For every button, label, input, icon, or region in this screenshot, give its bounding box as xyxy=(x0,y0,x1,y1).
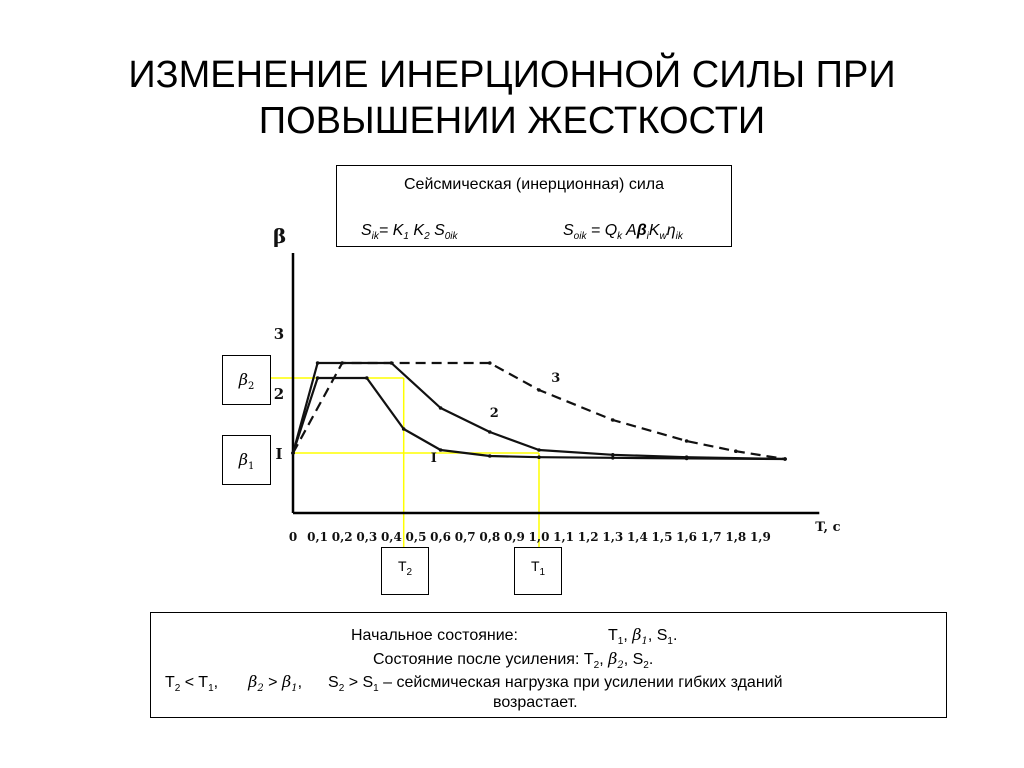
t2-marker-box xyxy=(381,547,429,595)
f-s: S xyxy=(361,222,372,239)
beta2-marker-box xyxy=(222,355,271,405)
f-so: S xyxy=(563,222,574,239)
note-l1-end: . xyxy=(672,627,678,644)
x-tick-label: 1,1 xyxy=(553,530,575,544)
f-k1-sub: 1 xyxy=(403,231,409,243)
note-line-3 xyxy=(165,672,783,694)
f-s0: S xyxy=(429,222,445,239)
beta2-sym: β xyxy=(238,370,248,389)
curve-3-point xyxy=(783,457,787,461)
t2-sub: 2 xyxy=(406,566,413,578)
curve-2-point xyxy=(537,448,541,452)
formula-caption: Сейсмическая (инерционная) сила xyxy=(404,176,664,193)
note-l2-beta-sub: 2 xyxy=(617,660,624,672)
note-l3-b2-sub: 2 xyxy=(257,683,264,695)
beta1-sym: β xyxy=(238,450,248,469)
note-l1-beta: β xyxy=(632,625,642,644)
f-s-sub: ik xyxy=(371,231,379,243)
f-a: A xyxy=(622,222,637,239)
note-l3-s2: S xyxy=(328,674,339,691)
x-tick-label: 1,3 xyxy=(602,530,624,544)
x-tick-label: 1,7 xyxy=(700,530,722,544)
note-l3-lt: < T xyxy=(180,674,209,691)
f-q-sub: k xyxy=(617,231,623,243)
curve-1-point xyxy=(488,454,492,458)
x-tick-label: 0,9 xyxy=(503,530,525,544)
title-line-2: ПОВЫШЕНИИ ЖЕСТКОСТИ xyxy=(258,100,766,142)
note-l3-text: – сейсмическая нагрузка при усилении гибких зданий xyxy=(378,674,783,691)
note-l3-b1-sub: 1 xyxy=(291,683,298,695)
y-tick-label: I xyxy=(275,445,283,463)
note-l1-s-sub: 1 xyxy=(667,636,673,648)
note-l3-s2-sub: 2 xyxy=(338,683,345,695)
curve-3-point xyxy=(291,451,295,455)
f-q: = Q xyxy=(586,222,618,239)
t1-sym: T xyxy=(530,558,540,574)
curve-3-point xyxy=(685,439,689,443)
note-l1-sep2: , S xyxy=(647,627,668,644)
f-eta-sub: ik xyxy=(675,231,683,243)
note-l1-t-sub: 1 xyxy=(617,636,624,648)
note-l1-t: T xyxy=(608,627,618,644)
curve-1-point xyxy=(537,455,541,459)
note-line-1 xyxy=(351,625,677,647)
curve-1-point xyxy=(402,427,406,431)
x-tick-label: 1,0 xyxy=(528,530,550,544)
curve-2-point xyxy=(439,406,443,410)
curve-1-point xyxy=(439,448,443,452)
curve-label-1: I xyxy=(430,451,437,466)
t1-marker-box xyxy=(514,547,562,595)
note-l2-label: Состояние после усиления: T xyxy=(373,651,594,668)
note-l2-t-sub: 2 xyxy=(593,660,600,672)
curve-2-point xyxy=(488,430,492,434)
x-tick-label: 1,5 xyxy=(651,530,673,544)
t1-sub: 1 xyxy=(539,566,546,578)
x-tick-label: 1,4 xyxy=(626,530,648,544)
note-l1-beta-sub: 1 xyxy=(641,636,648,648)
note-l3-b2: β xyxy=(248,672,258,691)
note-l2-beta: β xyxy=(608,649,618,668)
note-l3-s1-sub: 1 xyxy=(373,683,379,695)
note-l2-sep1: , xyxy=(599,651,609,668)
x-tick-label: 1,9 xyxy=(749,530,771,544)
curve-3-point xyxy=(340,361,344,365)
x-tick-label: 0,4 xyxy=(380,530,402,544)
note-l3-comma1: , xyxy=(213,674,219,691)
beta1-sub: 1 xyxy=(247,461,255,473)
x-tick-label: 0,3 xyxy=(356,530,378,544)
x-axis-label: T, c xyxy=(815,520,841,535)
title-line-1: ИЗМЕНЕНИЕ ИНЕРЦИОННОЙ СИЛЫ ПРИ xyxy=(128,54,896,96)
f-s0-sub: 0ik xyxy=(444,231,458,243)
note-l3-t2: T xyxy=(165,674,175,691)
f-eta: η xyxy=(666,222,676,239)
f-kw: K xyxy=(648,222,660,239)
note-l1-label: Начальное состояние: xyxy=(351,627,518,644)
x-tick-label: 1,6 xyxy=(676,530,698,544)
curve-1-point xyxy=(316,376,320,380)
y-tick-label: 2 xyxy=(273,385,285,403)
note-l3-b1: β xyxy=(281,672,292,691)
note-l2-end: . xyxy=(648,651,654,668)
curve-1-point xyxy=(365,376,369,380)
curve-label-3: 3 xyxy=(551,371,561,387)
x-tick-label: 0,7 xyxy=(454,530,476,544)
note-l2-s-sub: 2 xyxy=(643,660,649,672)
series-layer xyxy=(291,361,787,461)
note-l1-sep1: , xyxy=(623,627,633,644)
beta2-sub: 2 xyxy=(247,381,255,393)
x-tick-label: 1,8 xyxy=(725,530,747,544)
conclusion-box xyxy=(150,612,947,718)
x-tick-label: 1,2 xyxy=(577,530,599,544)
x-tick-label: 0,5 xyxy=(405,530,427,544)
x-tick-label: 0,1 xyxy=(307,530,329,544)
f-so-sub: oik xyxy=(573,231,587,243)
x-tick-label: 0,6 xyxy=(430,530,452,544)
curve-3-point xyxy=(611,418,615,422)
note-l3-comma2: , xyxy=(297,674,303,691)
note-line-4: возрастает. xyxy=(493,694,578,711)
note-l3-gt: > xyxy=(263,674,282,691)
beta1-marker-box xyxy=(222,435,271,485)
note-l3-gts: > S xyxy=(344,674,374,691)
curve-3-point xyxy=(734,449,738,453)
x-tick-label: 0 xyxy=(288,530,298,544)
t2-sym: T xyxy=(397,558,407,574)
curve-3-point xyxy=(537,388,541,392)
curve-label-2: 2 xyxy=(489,406,499,421)
curve-2-point xyxy=(611,453,615,457)
curve-2-point xyxy=(685,455,689,459)
curve-2-point xyxy=(316,361,320,365)
f-k2-sub: 2 xyxy=(424,231,430,243)
f-eq: = K xyxy=(378,222,404,239)
y-tick-label: 3 xyxy=(273,325,285,343)
labels-layer xyxy=(273,224,841,544)
f-beta-sub: i xyxy=(646,231,649,243)
f-kw-sub: w xyxy=(659,231,667,243)
f-beta: β xyxy=(636,222,647,239)
curve-3-point xyxy=(488,361,492,365)
note-line-2 xyxy=(373,649,653,671)
note-l2-sep2: , S xyxy=(623,651,644,668)
note-l3-t1-sub: 1 xyxy=(208,683,214,695)
f-k2: K xyxy=(408,222,425,239)
x-tick-label: 0,8 xyxy=(479,530,501,544)
note-l3-t2-sub: 2 xyxy=(174,683,181,695)
y-axis-label: β xyxy=(273,224,287,248)
x-tick-label: 0,2 xyxy=(331,530,353,544)
